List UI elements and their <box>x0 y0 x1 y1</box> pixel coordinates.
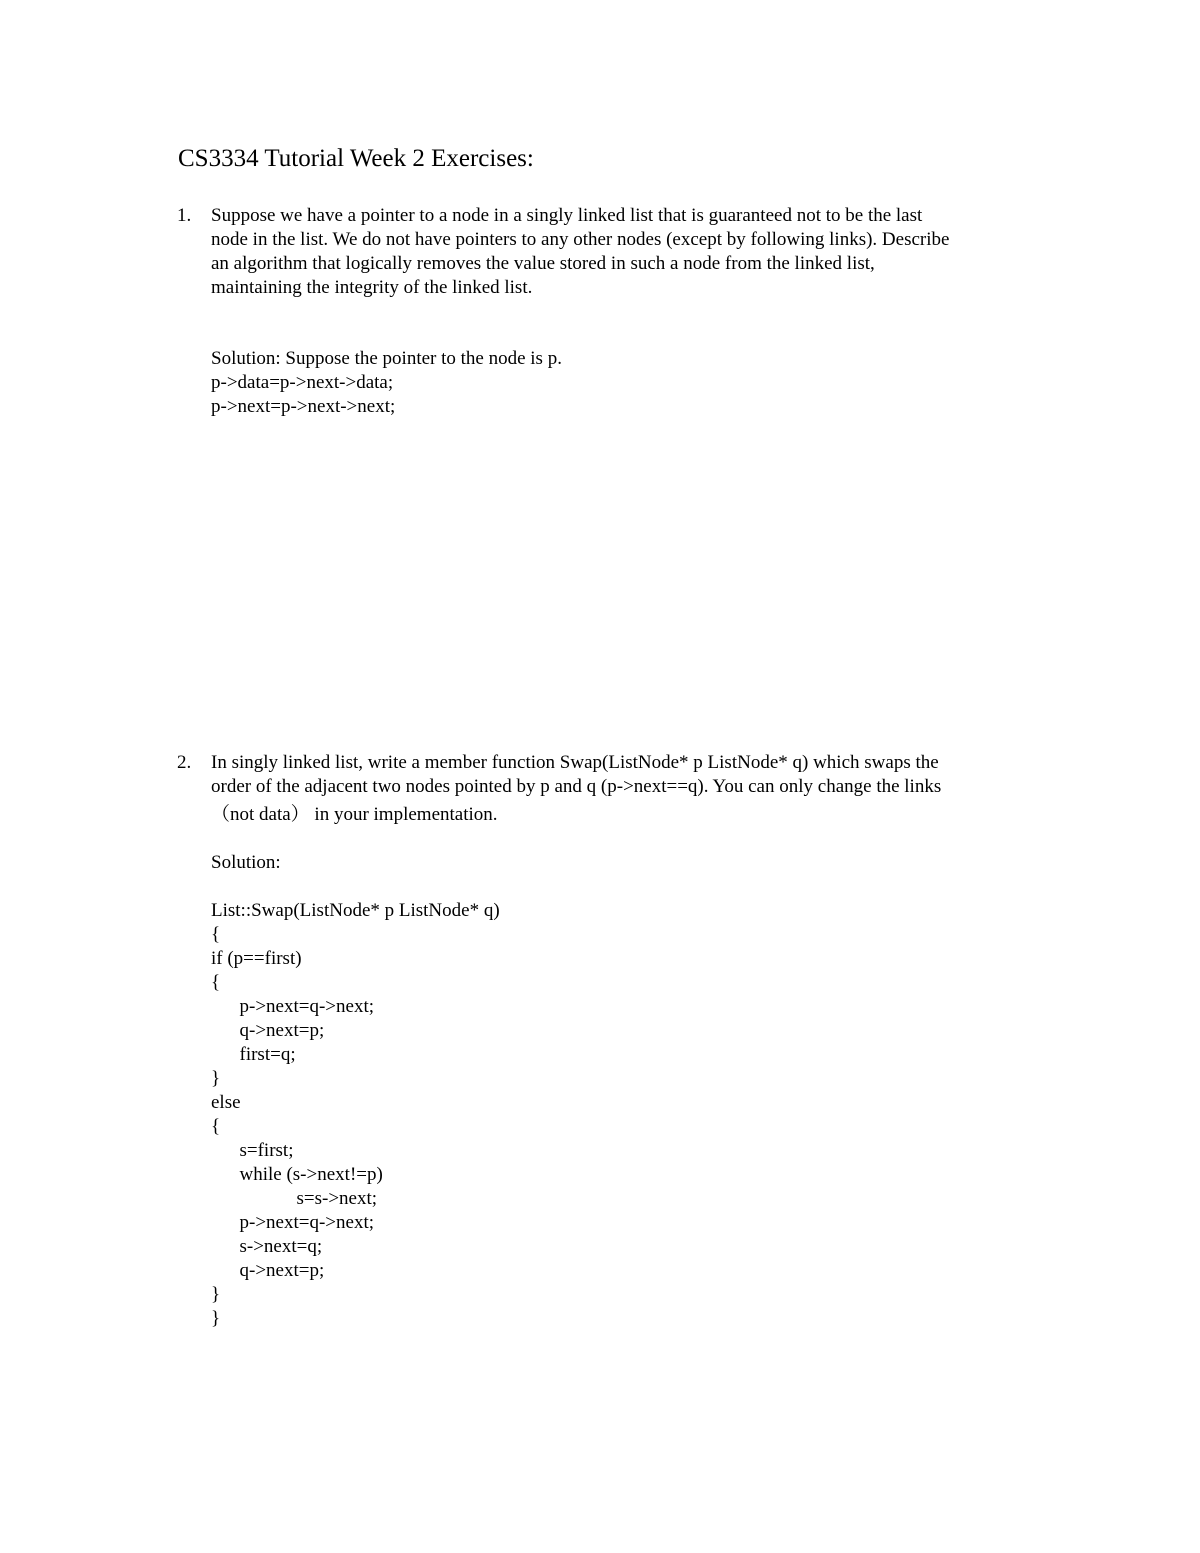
code-line: { <box>211 924 221 945</box>
question-1-line: an algorithm that logically removes the value stored in such a node from the linked list, <box>211 253 875 274</box>
question-1-line: Suppose we have a pointer to a node in a singly linked list that is guaranteed not to be the last <box>211 205 923 226</box>
swap-code-block <box>211 899 500 1331</box>
code-line: q->next=p; <box>211 1020 325 1041</box>
question-1-line: node in the list. We do not have pointers to any other nodes (except by following links). Describe <box>211 229 950 250</box>
code-line: { <box>211 972 221 993</box>
question-2-number: 2. <box>177 752 192 773</box>
code-line: s=s->next; <box>211 1188 378 1209</box>
question-1-line: maintaining the integrity of the linked list. <box>211 277 533 298</box>
code-line: p->next=q->next; <box>211 1212 375 1233</box>
question-1-text <box>211 204 1031 300</box>
code-line: while (s->next!=p) <box>211 1164 383 1185</box>
solution-1-line: Solution: Suppose the pointer to the node is p. <box>211 348 562 369</box>
code-line: s->next=q; <box>211 1236 323 1257</box>
page-title: CS3334 Tutorial Week 2 Exercises: <box>178 145 534 172</box>
question-2-line: order of the adjacent two nodes pointed by p and q (p->next==q). You can only change the links <box>211 776 942 797</box>
code-line: s=first; <box>211 1140 294 1161</box>
question-2-solution-label: Solution: <box>211 852 281 873</box>
code-line: q->next=p; <box>211 1260 325 1281</box>
solution-1-line: p->next=p->next->next; <box>211 396 396 417</box>
code-line: p->next=q->next; <box>211 996 375 1017</box>
code-line: List::Swap(ListNode* p ListNode* q) <box>211 900 500 921</box>
question-2-text <box>211 751 1031 827</box>
code-line: { <box>211 1116 221 1137</box>
code-line: } <box>211 1068 221 1089</box>
question-1-solution <box>211 347 1031 419</box>
question-1-number: 1. <box>177 205 192 226</box>
question-2-line: （not data） in your implementation. <box>211 804 498 825</box>
code-line: first=q; <box>211 1044 296 1065</box>
code-line: } <box>211 1284 221 1305</box>
question-2-line: In singly linked list, write a member function Swap(ListNode* p ListNode* q) which swaps the <box>211 752 939 773</box>
solution-1-line: p->data=p->next->data; <box>211 372 394 393</box>
code-line: if (p==first) <box>211 948 302 969</box>
code-line: } <box>211 1308 221 1329</box>
code-line: else <box>211 1092 241 1113</box>
